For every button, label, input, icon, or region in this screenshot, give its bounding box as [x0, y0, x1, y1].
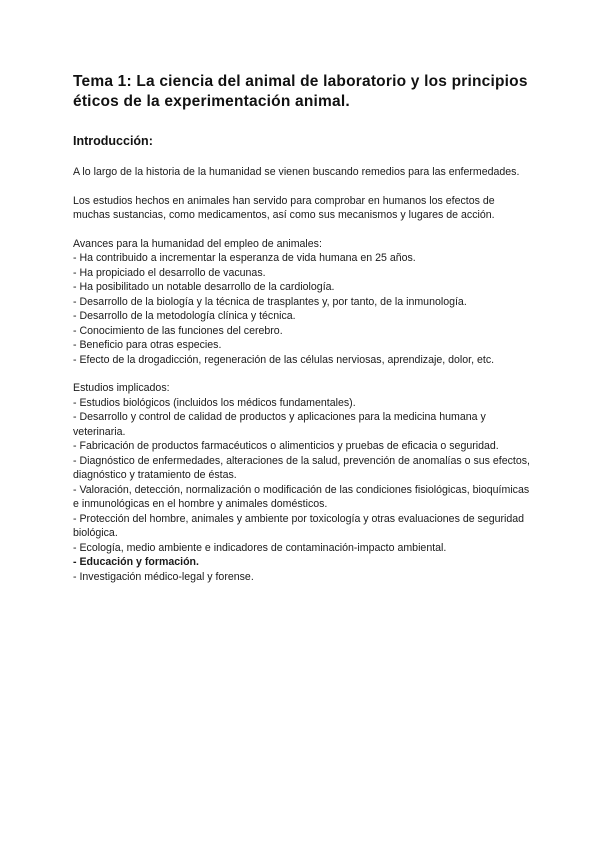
list-item: - Beneficio para otras especies. — [73, 339, 222, 351]
intro-paragraph: A lo largo de la historia de la humanidad se vienen buscando remedios para las enfermedades. — [73, 166, 520, 178]
list-item: - Investigación médico-legal y forense. — [73, 570, 254, 583]
estudios-list — [73, 396, 533, 585]
estudios-heading: Estudios implicados: — [73, 382, 170, 394]
avances-section — [73, 237, 533, 368]
intro-paragraph: Los estudios hechos en animales han servido para comprobar en humanos los efectos de muchas sustancias, como medicamentos, así como sus mecanismos y lugares de acción. — [73, 194, 495, 221]
list-item: - Ha propiciado el desarrollo de vacunas. — [73, 266, 266, 279]
list-item: - Efecto de la drogadicción, regeneración de las células nerviosas, aprendizaje, dolor, etc. — [73, 353, 495, 366]
list-item: - Desarrollo y control de calidad de productos y aplicaciones para la medicina humana y veterinaria. — [73, 411, 486, 438]
list-item: - Ha posibilitado un notable desarrollo de la cardiología. — [73, 281, 335, 293]
list-item-bold: - Educación y formación. — [73, 556, 199, 568]
list-item: - Diagnóstico de enfermedades, alteraciones de la salud, prevención de anomalías o sus efectos, diagnóstico y tratamiento de éstas. — [73, 454, 530, 481]
list-item: - Desarrollo de la biología y la técnica de trasplantes y, por tanto, de la inmunología. — [73, 295, 467, 308]
estudios-section — [73, 381, 533, 584]
list-item: - Desarrollo de la metodología clínica y técnica. — [73, 310, 296, 322]
document-title: Tema 1: La ciencia del animal de laboratorio y los principios éticos de la experimentación animal. — [73, 73, 528, 110]
list-item: - Conocimiento de las funciones del cerebro. — [73, 324, 283, 337]
avances-list — [73, 251, 533, 367]
list-item: - Ha contribuido a incrementar la esperanza de vida humana en 25 años. — [73, 252, 416, 264]
list-item: - Valoración, detección, normalización o modificación de las condiciones fisiológicas, bioquímicas e inmunológicas en el hombre y animales domésticos. — [73, 483, 530, 510]
list-item: - Protección del hombre, animales y ambiente por toxicología y otras evaluaciones de seguridad biológica. — [73, 512, 525, 539]
section-heading-introduccion: Introducción: — [73, 134, 153, 148]
avances-heading: Avances para la humanidad del empleo de animales: — [73, 237, 322, 250]
document-content — [73, 72, 533, 584]
list-item: - Fabricación de productos farmacéuticos o alimenticios y pruebas de eficacia o seguridad. — [73, 440, 499, 452]
list-item: - Estudios biológicos (incluidos los médicos fundamentales). — [73, 396, 356, 409]
list-item: - Ecología, medio ambiente e indicadores de contaminación-impacto ambiental. — [73, 541, 447, 554]
